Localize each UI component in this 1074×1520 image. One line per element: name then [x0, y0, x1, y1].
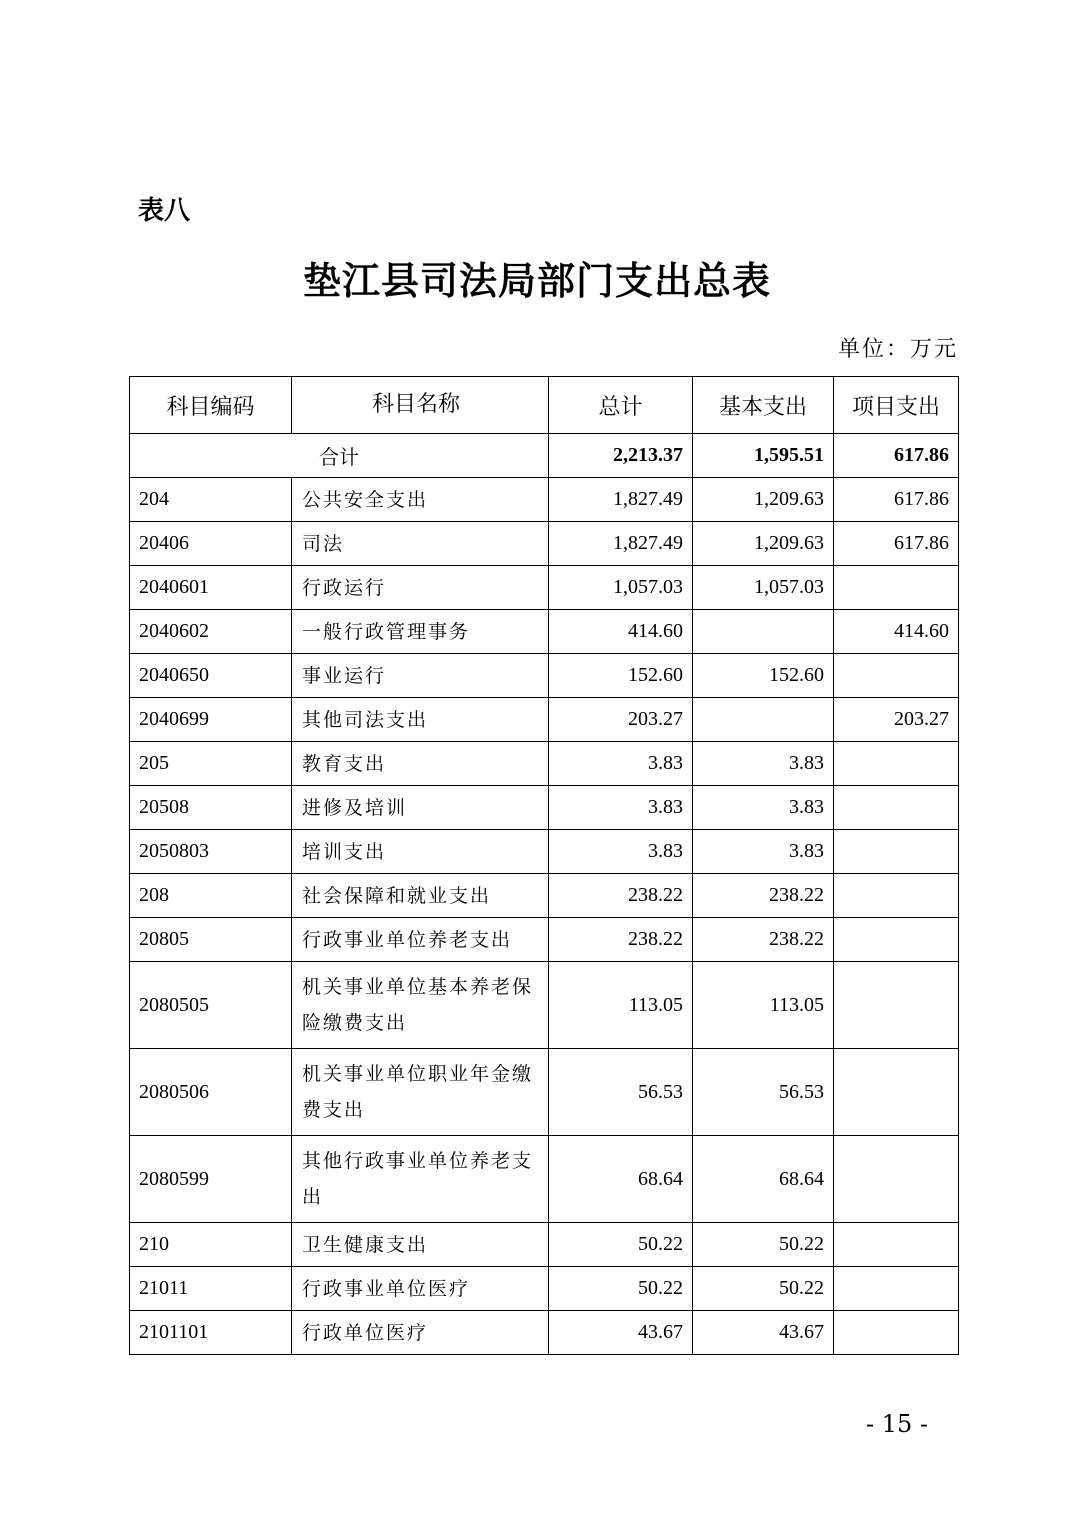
row-code: 20406 [130, 522, 292, 566]
row-name: 机关事业单位基本养老保险缴费支出 [292, 962, 549, 1049]
row-basic: 1,209.63 [693, 522, 834, 566]
table-row [130, 1267, 959, 1311]
column-header-total: 总计 [549, 377, 693, 434]
table-label: 表八 [138, 196, 191, 226]
row-total: 238.22 [549, 918, 693, 962]
row-total: 203.27 [549, 698, 693, 742]
row-name: 公共安全支出 [292, 478, 549, 522]
row-basic: 1,057.03 [693, 566, 834, 610]
table-row [130, 1049, 959, 1136]
row-name: 教育支出 [292, 742, 549, 786]
row-project: 203.27 [834, 698, 959, 742]
row-total: 68.64 [549, 1136, 693, 1223]
unit-label: 单位：万元 [837, 337, 958, 362]
table-row [130, 918, 959, 962]
row-basic: 238.22 [693, 874, 834, 918]
row-basic: 50.22 [693, 1223, 834, 1267]
table-row [130, 654, 959, 698]
row-code: 20805 [130, 918, 292, 962]
column-header-project: 项目支出 [834, 377, 959, 434]
row-total: 3.83 [549, 830, 693, 874]
table-row [130, 522, 959, 566]
table-row [130, 1223, 959, 1267]
row-basic: 56.53 [693, 1049, 834, 1136]
row-name: 培训支出 [292, 830, 549, 874]
expense-table [129, 376, 959, 1355]
row-code: 210 [130, 1223, 292, 1267]
row-code: 2040601 [130, 566, 292, 610]
row-basic: 1,209.63 [693, 478, 834, 522]
row-basic: 238.22 [693, 918, 834, 962]
table-row [130, 1311, 959, 1355]
row-name: 社会保障和就业支出 [292, 874, 549, 918]
summary-total: 2,213.37 [549, 434, 693, 478]
row-basic [693, 698, 834, 742]
table-header-row [130, 377, 959, 434]
row-total: 152.60 [549, 654, 693, 698]
row-project: 617.86 [834, 478, 959, 522]
row-total: 43.67 [549, 1311, 693, 1355]
row-total: 50.22 [549, 1267, 693, 1311]
row-project [834, 1049, 959, 1136]
column-header-code: 科目编码 [130, 377, 292, 434]
row-basic: 3.83 [693, 742, 834, 786]
table-row [130, 830, 959, 874]
row-total: 414.60 [549, 610, 693, 654]
column-header-name: 科目名称 [292, 377, 549, 434]
row-code: 208 [130, 874, 292, 918]
table-row [130, 786, 959, 830]
row-total: 1,057.03 [549, 566, 693, 610]
table-row [130, 874, 959, 918]
row-project [834, 654, 959, 698]
table-row [130, 698, 959, 742]
column-header-basic: 基本支出 [693, 377, 834, 434]
table-row [130, 1136, 959, 1223]
row-name: 其他行政事业单位养老支出 [292, 1136, 549, 1223]
row-name: 行政事业单位医疗 [292, 1267, 549, 1311]
row-name: 一般行政管理事务 [292, 610, 549, 654]
row-project [834, 1267, 959, 1311]
row-total: 3.83 [549, 742, 693, 786]
row-total: 1,827.49 [549, 478, 693, 522]
row-project [834, 742, 959, 786]
row-total: 3.83 [549, 786, 693, 830]
summary-row [130, 434, 959, 478]
row-project [834, 1136, 959, 1223]
table-row [130, 566, 959, 610]
table-row [130, 742, 959, 786]
row-total: 1,827.49 [549, 522, 693, 566]
row-name: 进修及培训 [292, 786, 549, 830]
row-project [834, 962, 959, 1049]
row-project [834, 1223, 959, 1267]
row-project [834, 786, 959, 830]
row-basic: 43.67 [693, 1311, 834, 1355]
row-code: 2040650 [130, 654, 292, 698]
row-name: 卫生健康支出 [292, 1223, 549, 1267]
row-code: 2040699 [130, 698, 292, 742]
row-name: 行政单位医疗 [292, 1311, 549, 1355]
row-code: 205 [130, 742, 292, 786]
row-name: 行政运行 [292, 566, 549, 610]
row-total: 113.05 [549, 962, 693, 1049]
row-basic: 3.83 [693, 830, 834, 874]
row-name: 机关事业单位职业年金缴费支出 [292, 1049, 549, 1136]
table-row [130, 478, 959, 522]
row-name: 行政事业单位养老支出 [292, 918, 549, 962]
row-basic [693, 610, 834, 654]
row-name: 司法 [292, 522, 549, 566]
row-total: 56.53 [549, 1049, 693, 1136]
row-total: 50.22 [549, 1223, 693, 1267]
row-basic: 152.60 [693, 654, 834, 698]
table-row [130, 962, 959, 1049]
row-basic: 68.64 [693, 1136, 834, 1223]
row-code: 2080505 [130, 962, 292, 1049]
row-code: 204 [130, 478, 292, 522]
row-total: 238.22 [549, 874, 693, 918]
row-project [834, 830, 959, 874]
row-code: 2080506 [130, 1049, 292, 1136]
summary-basic: 1,595.51 [693, 434, 834, 478]
row-code: 2050803 [130, 830, 292, 874]
row-basic: 113.05 [693, 962, 834, 1049]
row-project [834, 1311, 959, 1355]
row-code: 2101101 [130, 1311, 292, 1355]
row-code: 2040602 [130, 610, 292, 654]
summary-label: 合计 [130, 434, 549, 478]
row-basic: 3.83 [693, 786, 834, 830]
row-project [834, 918, 959, 962]
row-code: 2080599 [130, 1136, 292, 1223]
page-number: - 15 - [866, 1410, 929, 1438]
table-row [130, 610, 959, 654]
row-code: 21011 [130, 1267, 292, 1311]
row-basic: 50.22 [693, 1267, 834, 1311]
row-project: 617.86 [834, 522, 959, 566]
row-code: 20508 [130, 786, 292, 830]
row-name: 其他司法支出 [292, 698, 549, 742]
row-project [834, 874, 959, 918]
page-title: 垫江县司法局部门支出总表 [302, 258, 771, 303]
summary-project: 617.86 [834, 434, 959, 478]
row-name: 事业运行 [292, 654, 549, 698]
row-project: 414.60 [834, 610, 959, 654]
row-project [834, 566, 959, 610]
